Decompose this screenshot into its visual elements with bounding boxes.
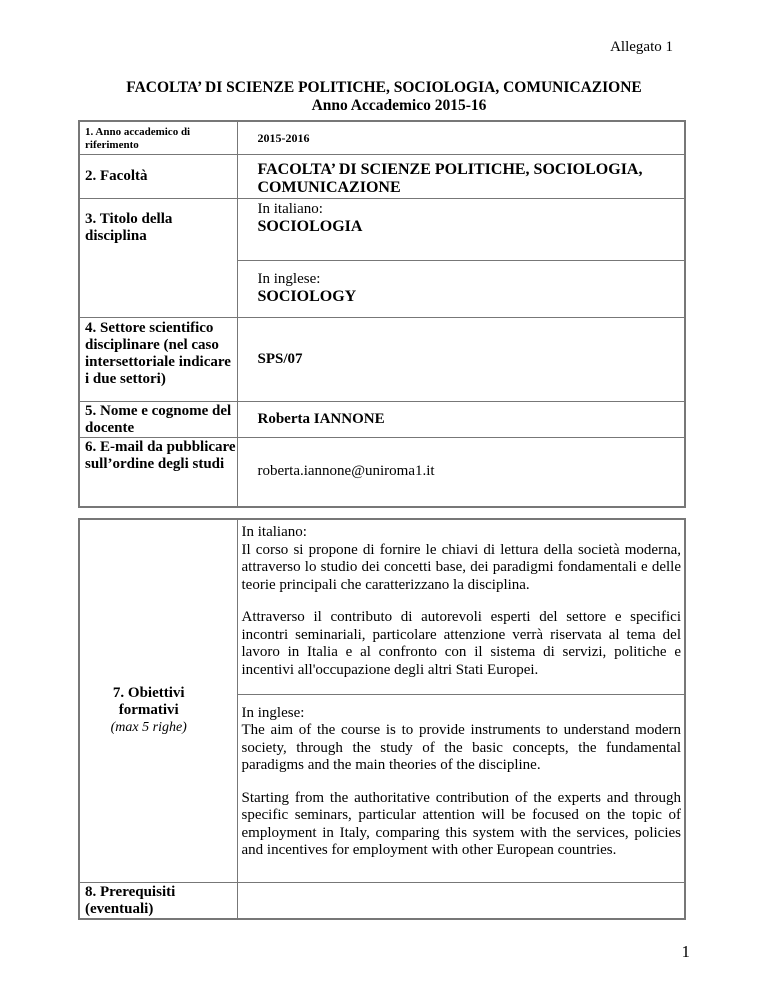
titolo-en-value: SOCIOLOGY [257, 287, 357, 305]
row-anno-accademico [79, 121, 685, 154]
annex-label: Allegato 1 [610, 39, 673, 55]
page-number: 1 [681, 942, 690, 961]
value-anno-accademico: 2015-2016 [257, 131, 310, 145]
label-prerequisiti: 8. Prerequisiti (eventuali) [85, 883, 176, 917]
row-titolo-en [79, 260, 685, 317]
row-docente [79, 401, 685, 437]
row-obiettivi-it [79, 519, 685, 694]
course-info-table [78, 120, 686, 508]
obiettivi-en-caption: In inglese: [241, 704, 305, 721]
row-settore [79, 317, 685, 401]
obiettivi-it-caption: In italiano: [241, 524, 307, 540]
label-settore: 4. Settore scientifico disciplinare (nel caso intersettoriale indicare i due settori) [85, 319, 231, 387]
row-prerequisiti [79, 882, 685, 919]
value-facolta: FACOLTA’ DI SCIENZE POLITICHE, SOCIOLOGIA, COMUNICAZIONE [257, 160, 643, 196]
objectives-table [78, 518, 686, 920]
row-titolo-it [79, 198, 685, 260]
label-titolo: 3. Titolo della disciplina [85, 210, 173, 244]
titolo-it-value: SOCIOLOGIA [257, 217, 363, 235]
label-docente: 5. Nome e cognome del docente [85, 402, 232, 436]
obiettivi-it-paragraph-1: Il corso si propone di fornire le chiavi di lettura della società moderna, attraverso lo studio dei concetti base, dei paradigmi fondamentali e delle teorie principali che caratterizzano la disciplina. [241, 541, 681, 593]
label-email: 6. E-mail da pubblicare sull’ordine degli studi [85, 438, 236, 472]
obiettivi-it-paragraph-2: Attraverso il contributo di autorevoli esperti del settore e specifici incontri seminariali, particolare attenzione verrà riservata al tema del lavoro in Italia e al confronto con il sistema di servizi, politiche e incentivi all'occupazione degli altri Stati Europei. [241, 609, 681, 678]
value-email: roberta.iannone@uniroma1.it [257, 463, 435, 480]
label-facolta: 2. Facoltà [85, 167, 148, 184]
row-facolta [79, 154, 685, 198]
label-obiettivi-note: (max 5 righe) [110, 720, 187, 736]
label-anno-accademico: 1. Anno accademico di riferimento [85, 126, 191, 151]
document-title: FACOLTA’ DI SCIENZE POLITICHE, SOCIOLOGIA, COMUNICAZIONE [126, 79, 642, 96]
row-email [79, 437, 685, 507]
titolo-en-caption: In inglese: [257, 270, 321, 287]
obiettivi-en-paragraph-1: The aim of the course is to provide instruments to understand modern society, through the study of the basic concepts, the fundamental paradigms and the main theories of the discipline. [241, 722, 681, 773]
academic-year-title: Anno Accademico 2015-16 [311, 97, 487, 114]
titolo-it-caption: In italiano: [257, 200, 323, 217]
value-docente: Roberta IANNONE [257, 410, 385, 427]
obiettivi-en-paragraph-2: Starting from the authoritative contribution of the experts and through specific seminars, particular attention will be focused on the topic of employment in Italy, comparing this system with the services, policies and incentives for employment with other European countries. [241, 789, 681, 858]
value-settore: SPS/07 [257, 350, 303, 367]
label-obiettivi: 7. Obiettivi formativi [112, 685, 185, 719]
